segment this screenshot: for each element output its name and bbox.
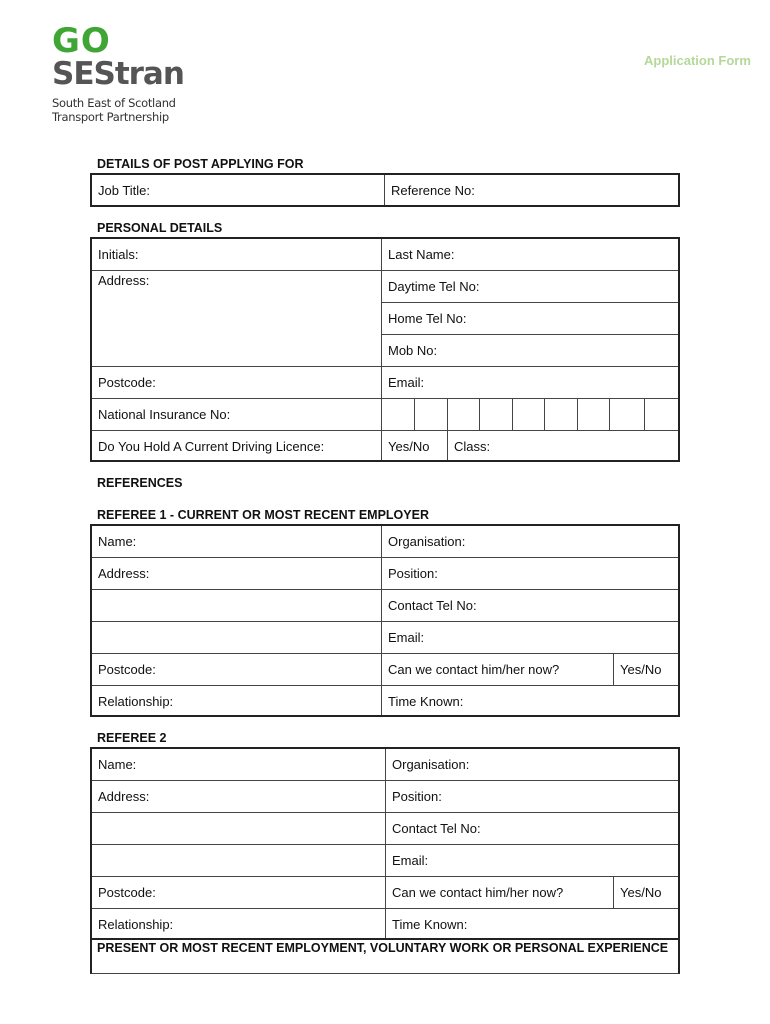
- referee2-relationship-field[interactable]: Relationship:: [92, 909, 386, 938]
- referee1-contact-tel-field[interactable]: Contact Tel No:: [382, 590, 678, 622]
- daytime-tel-field[interactable]: Daytime Tel No:: [382, 271, 678, 303]
- referee1-name-field[interactable]: Name:: [92, 526, 382, 558]
- initials-field[interactable]: Initials:: [92, 239, 382, 271]
- ni-box[interactable]: [645, 399, 678, 430]
- referee2-address-field[interactable]: Address:: [92, 781, 386, 813]
- referee2-address-line2[interactable]: [92, 813, 386, 845]
- logo-sestran: SEStran: [52, 56, 184, 92]
- referee1-table: [90, 524, 680, 717]
- referee1-address-line2[interactable]: [92, 590, 382, 622]
- last-name-field[interactable]: Last Name:: [382, 239, 678, 271]
- ni-boxes: [382, 399, 678, 431]
- references-section-title: REFERENCES: [97, 476, 183, 490]
- post-section-title: DETAILS OF POST APPLYING FOR: [97, 157, 304, 171]
- referee1-email-field[interactable]: Email:: [382, 622, 678, 654]
- referee2-table: [90, 747, 680, 940]
- licence-yes-no[interactable]: Yes/No: [382, 431, 448, 460]
- logo-subtitle-line1: South East of Scotland: [52, 96, 176, 110]
- ni-box[interactable]: [480, 399, 513, 430]
- referee2-contact-now-yes-no[interactable]: Yes/No: [614, 877, 678, 909]
- ni-box[interactable]: [513, 399, 545, 430]
- referee2-organisation-field[interactable]: Organisation:: [386, 749, 678, 781]
- logo-subtitle-line2: Transport Partnership: [52, 110, 169, 124]
- referee2-postcode-field[interactable]: Postcode:: [92, 877, 386, 909]
- referee1-address-line3[interactable]: [92, 622, 382, 654]
- referee1-postcode-field[interactable]: Postcode:: [92, 654, 382, 686]
- referee2-email-field[interactable]: Email:: [386, 845, 678, 877]
- home-tel-field[interactable]: Home Tel No:: [382, 303, 678, 335]
- referee1-address-field[interactable]: Address:: [92, 558, 382, 590]
- referee1-time-known-field[interactable]: Time Known:: [388, 694, 464, 709]
- referee2-title: REFEREE 2: [97, 731, 167, 745]
- licence-class-field[interactable]: Class:: [454, 439, 491, 454]
- employment-section-title: PRESENT OR MOST RECENT EMPLOYMENT, VOLUNTARY WORK OR PERSONAL EXPERIENCE: [97, 941, 669, 955]
- ni-box[interactable]: [545, 399, 578, 430]
- logo-subtitle: [52, 96, 185, 124]
- ni-box[interactable]: [382, 399, 415, 430]
- referee1-relationship-field[interactable]: Relationship:: [92, 686, 382, 715]
- referee2-name-field[interactable]: Name:: [92, 749, 386, 781]
- ni-box[interactable]: [578, 399, 610, 430]
- ni-label: National Insurance No:: [92, 399, 382, 431]
- referee1-organisation-field[interactable]: Organisation:: [382, 526, 678, 558]
- postcode-field[interactable]: Postcode:: [92, 367, 382, 399]
- post-details-table: [90, 173, 680, 207]
- application-form-title: Application Form: [644, 53, 751, 68]
- referee2-time-known-field[interactable]: Time Known:: [392, 917, 468, 932]
- referee2-contact-tel-field[interactable]: Contact Tel No:: [386, 813, 678, 845]
- referee1-title: REFEREE 1 - CURRENT OR MOST RECENT EMPLOYER: [97, 508, 429, 522]
- referee2-address-line3[interactable]: [92, 845, 386, 877]
- logo-go: GO: [52, 21, 111, 61]
- employment-section: [90, 938, 680, 974]
- address-field[interactable]: Address:: [92, 271, 382, 367]
- referee1-contact-now-yes-no[interactable]: Yes/No: [614, 654, 678, 686]
- referee1-position-field[interactable]: Position:: [382, 558, 678, 590]
- email-field[interactable]: Email:: [382, 367, 678, 399]
- ni-box[interactable]: [415, 399, 448, 430]
- personal-section-title: PERSONAL DETAILS: [97, 221, 223, 235]
- referee2-contact-now-label: Can we contact him/her now?: [386, 877, 614, 909]
- ni-box[interactable]: [610, 399, 645, 430]
- referee2-position-field[interactable]: Position:: [386, 781, 678, 813]
- referee1-contact-now-label: Can we contact him/her now?: [382, 654, 614, 686]
- personal-details-table: [90, 237, 680, 462]
- ni-box[interactable]: [448, 399, 480, 430]
- sestran-logo: [52, 21, 192, 124]
- mob-field[interactable]: Mob No:: [382, 335, 678, 367]
- job-title-field[interactable]: Job Title:: [92, 175, 385, 205]
- licence-label: Do You Hold A Current Driving Licence:: [92, 431, 382, 460]
- reference-no-field[interactable]: Reference No:: [391, 183, 475, 198]
